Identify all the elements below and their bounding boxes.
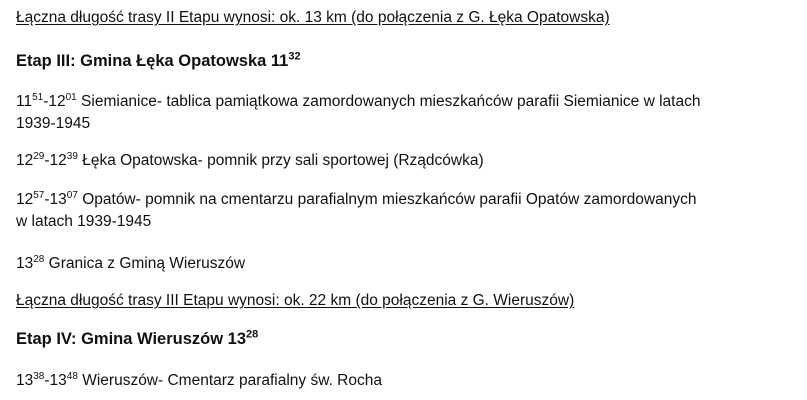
entry-first-line	[16, 370, 382, 392]
stage2-summary: Łączna długość trasy II Etapu wynosi: ok. 13 km (do połączenia z G. Łęka Opatowska)	[16, 9, 610, 26]
entry-text: Łęka Opatowska- pomnik przy sali sportowej (Rządcówka)	[77, 152, 484, 169]
entry-text: Granica z Gminą Wieruszów	[44, 255, 246, 272]
stage3-entry-1	[16, 91, 700, 135]
time-start-hour: 12	[16, 191, 34, 208]
stage3-entry-2	[16, 150, 484, 172]
time-start-min: 29	[33, 150, 45, 162]
stage4-heading-sup: 28	[246, 328, 259, 341]
time-end-min: 48	[66, 370, 78, 382]
stage3-heading-text: Etap III: Gmina Łęka Opatowska 11	[16, 52, 289, 70]
stage4-entry-1	[16, 370, 382, 392]
time-start-min: 38	[33, 370, 45, 382]
stage3-entry-4	[16, 253, 245, 275]
stage4-heading-text: Etap IV: Gmina Wieruszów 13	[16, 330, 246, 348]
time-start-min: 51	[32, 91, 44, 103]
stage3-summary: Łączna długość trasy III Etapu wynosi: ok. 22 km (do połączenia z G. Wieruszów)	[16, 292, 575, 309]
time-start-hour: 13	[16, 372, 34, 389]
time-start-hour: 12	[16, 152, 34, 169]
stage3-heading	[16, 50, 301, 72]
entry-first-line	[16, 189, 696, 211]
time-start-hour: 11	[16, 93, 33, 110]
entry-first-line	[16, 91, 700, 113]
entry-text: Wieruszów- Cmentarz parafialny św. Rocha	[77, 372, 382, 389]
time-end-min: 39	[66, 150, 78, 162]
entry-text: Opatów- pomnik na cmentarzu parafialnym mieszkańców parafii Opatów zamordowanych	[77, 191, 697, 208]
time-start-hour: 13	[16, 255, 34, 272]
entry-continuation: w latach 1939-1945	[16, 213, 152, 230]
time-end-hour: -12	[44, 152, 67, 169]
time-start-min: 28	[33, 253, 45, 265]
entry-continuation: 1939-1945	[16, 115, 91, 132]
time-end-min: 07	[66, 189, 78, 201]
time-end-min: 01	[65, 91, 77, 103]
time-end-hour: -12	[43, 93, 66, 110]
time-end-hour: -13	[44, 372, 67, 389]
stage4-heading	[16, 328, 258, 350]
stage3-entry-3	[16, 189, 696, 233]
time-start-min: 57	[33, 189, 45, 201]
entry-text: Siemianice- tablica pamiątkowa zamordowanych mieszkańców parafii Siemianice w latach	[76, 93, 701, 110]
entry-first-line	[16, 150, 484, 172]
time-end-hour: -13	[44, 191, 67, 208]
entry-first-line	[16, 253, 245, 275]
stage3-heading-sup: 32	[288, 50, 301, 63]
